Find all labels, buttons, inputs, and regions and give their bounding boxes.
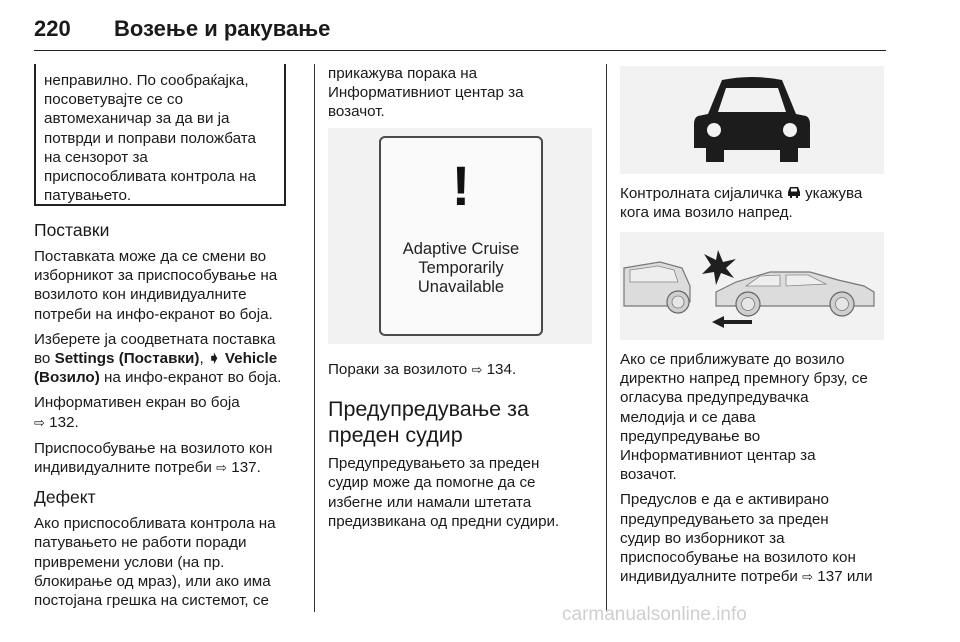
page-reference-icon: ⇨ bbox=[802, 570, 814, 586]
warning-box bbox=[34, 64, 286, 206]
warning-line: патувањето. bbox=[44, 187, 132, 205]
warning-line: на сензорот за bbox=[44, 148, 148, 166]
message-paragraph: прикажува порака на Информативниот центар за возачот. bbox=[328, 65, 524, 121]
indicator-paragraph: Контролната сијаличка укажува кога има возило напред. bbox=[620, 185, 863, 222]
header-rule bbox=[34, 50, 886, 51]
collision-illustration-figure bbox=[620, 232, 884, 340]
collision-illustration bbox=[620, 232, 884, 340]
settings-paragraph-3: Информативен екран во боја ⇨ 132. bbox=[34, 394, 240, 431]
page-title: Возење и ракување bbox=[114, 16, 331, 41]
page-reference-icon: ⇨ bbox=[34, 415, 45, 431]
column-2 bbox=[328, 64, 598, 128]
settings-paragraph-1: Поставката може да се смени во изборникот за приспособување на возилото кон индивидуалните потреби на инфо-екранот во боја. bbox=[34, 248, 278, 323]
warning-line: приспособливата контрола на bbox=[44, 168, 256, 186]
settings-paragraph-2: Изберете ја соодветната поставка во Settings (Поставки), ➧ Vehicle (Возило) на инфо-екранот во боја. bbox=[34, 330, 282, 387]
settings-menu-label: Settings (Поставки) bbox=[54, 350, 200, 368]
warning-line: потврди и поправи положбата bbox=[44, 129, 256, 147]
driver-info-display-figure bbox=[328, 128, 592, 344]
approach-warning-paragraph: Ако се приближувате до возило директно напред премногу брзу, се огласува предупредувачка мелодија и се дава предупредување во Информативниот центар за возачот. bbox=[620, 351, 868, 484]
prerequisite-paragraph: Предуслов е да е активирано предупредувањето за преден судир во изборникот за приспособување на возилото кон индивидуалните потреби ⇨ 137 или bbox=[620, 491, 873, 586]
warning-line: посоветувајте се со bbox=[44, 91, 184, 109]
arrow-right-icon: ➧ bbox=[207, 350, 221, 368]
fault-heading: Дефект bbox=[34, 487, 96, 508]
display-message: Adaptive Cruise Temporarily Unavailable bbox=[402, 240, 520, 296]
column-1 bbox=[34, 219, 304, 616]
vehicle-ahead-icon bbox=[620, 66, 884, 174]
page-number: 220 bbox=[34, 16, 71, 41]
column-3-text-b bbox=[620, 350, 890, 593]
page-reference-icon: ⇨ bbox=[471, 363, 483, 378]
exclamation-icon: ! bbox=[451, 154, 471, 217]
settings-heading: Поставки bbox=[34, 220, 110, 240]
forward-collision-paragraph: Предупредувањето за преден судир може да помогне да се избегне или намали штетата предизвикана од предни судири. bbox=[328, 455, 560, 530]
display-screen bbox=[379, 136, 543, 336]
vehicle-ahead-indicator-icon bbox=[787, 186, 801, 199]
column-divider-1 bbox=[314, 64, 315, 612]
watermark: carmanualsonline.info bbox=[562, 604, 747, 625]
forward-collision-heading: Предупредување за преден судир bbox=[328, 397, 529, 448]
fault-paragraph: Ако приспособливата контрола на патувањето не работи поради привремени услови (на пр. блокирање од мраз), или ако има постојана грешка на системот, се bbox=[34, 515, 276, 610]
page-reference-icon: ⇨ bbox=[216, 461, 228, 477]
figure-caption: Пораки за возилото ⇨ 134. bbox=[328, 361, 517, 378]
column-divider-2 bbox=[606, 64, 607, 612]
settings-paragraph-4: Приспособување на возилото кон индивидуалните потреби ⇨ 137. bbox=[34, 439, 273, 477]
warning-line: неправилно. По сообраќајка, bbox=[44, 72, 249, 89]
column-3-text-a bbox=[620, 184, 890, 228]
vehicle-ahead-icon-figure bbox=[620, 66, 884, 174]
column-2-lower bbox=[328, 360, 598, 537]
warning-line: автомеханичар за да ви ја bbox=[44, 110, 230, 128]
